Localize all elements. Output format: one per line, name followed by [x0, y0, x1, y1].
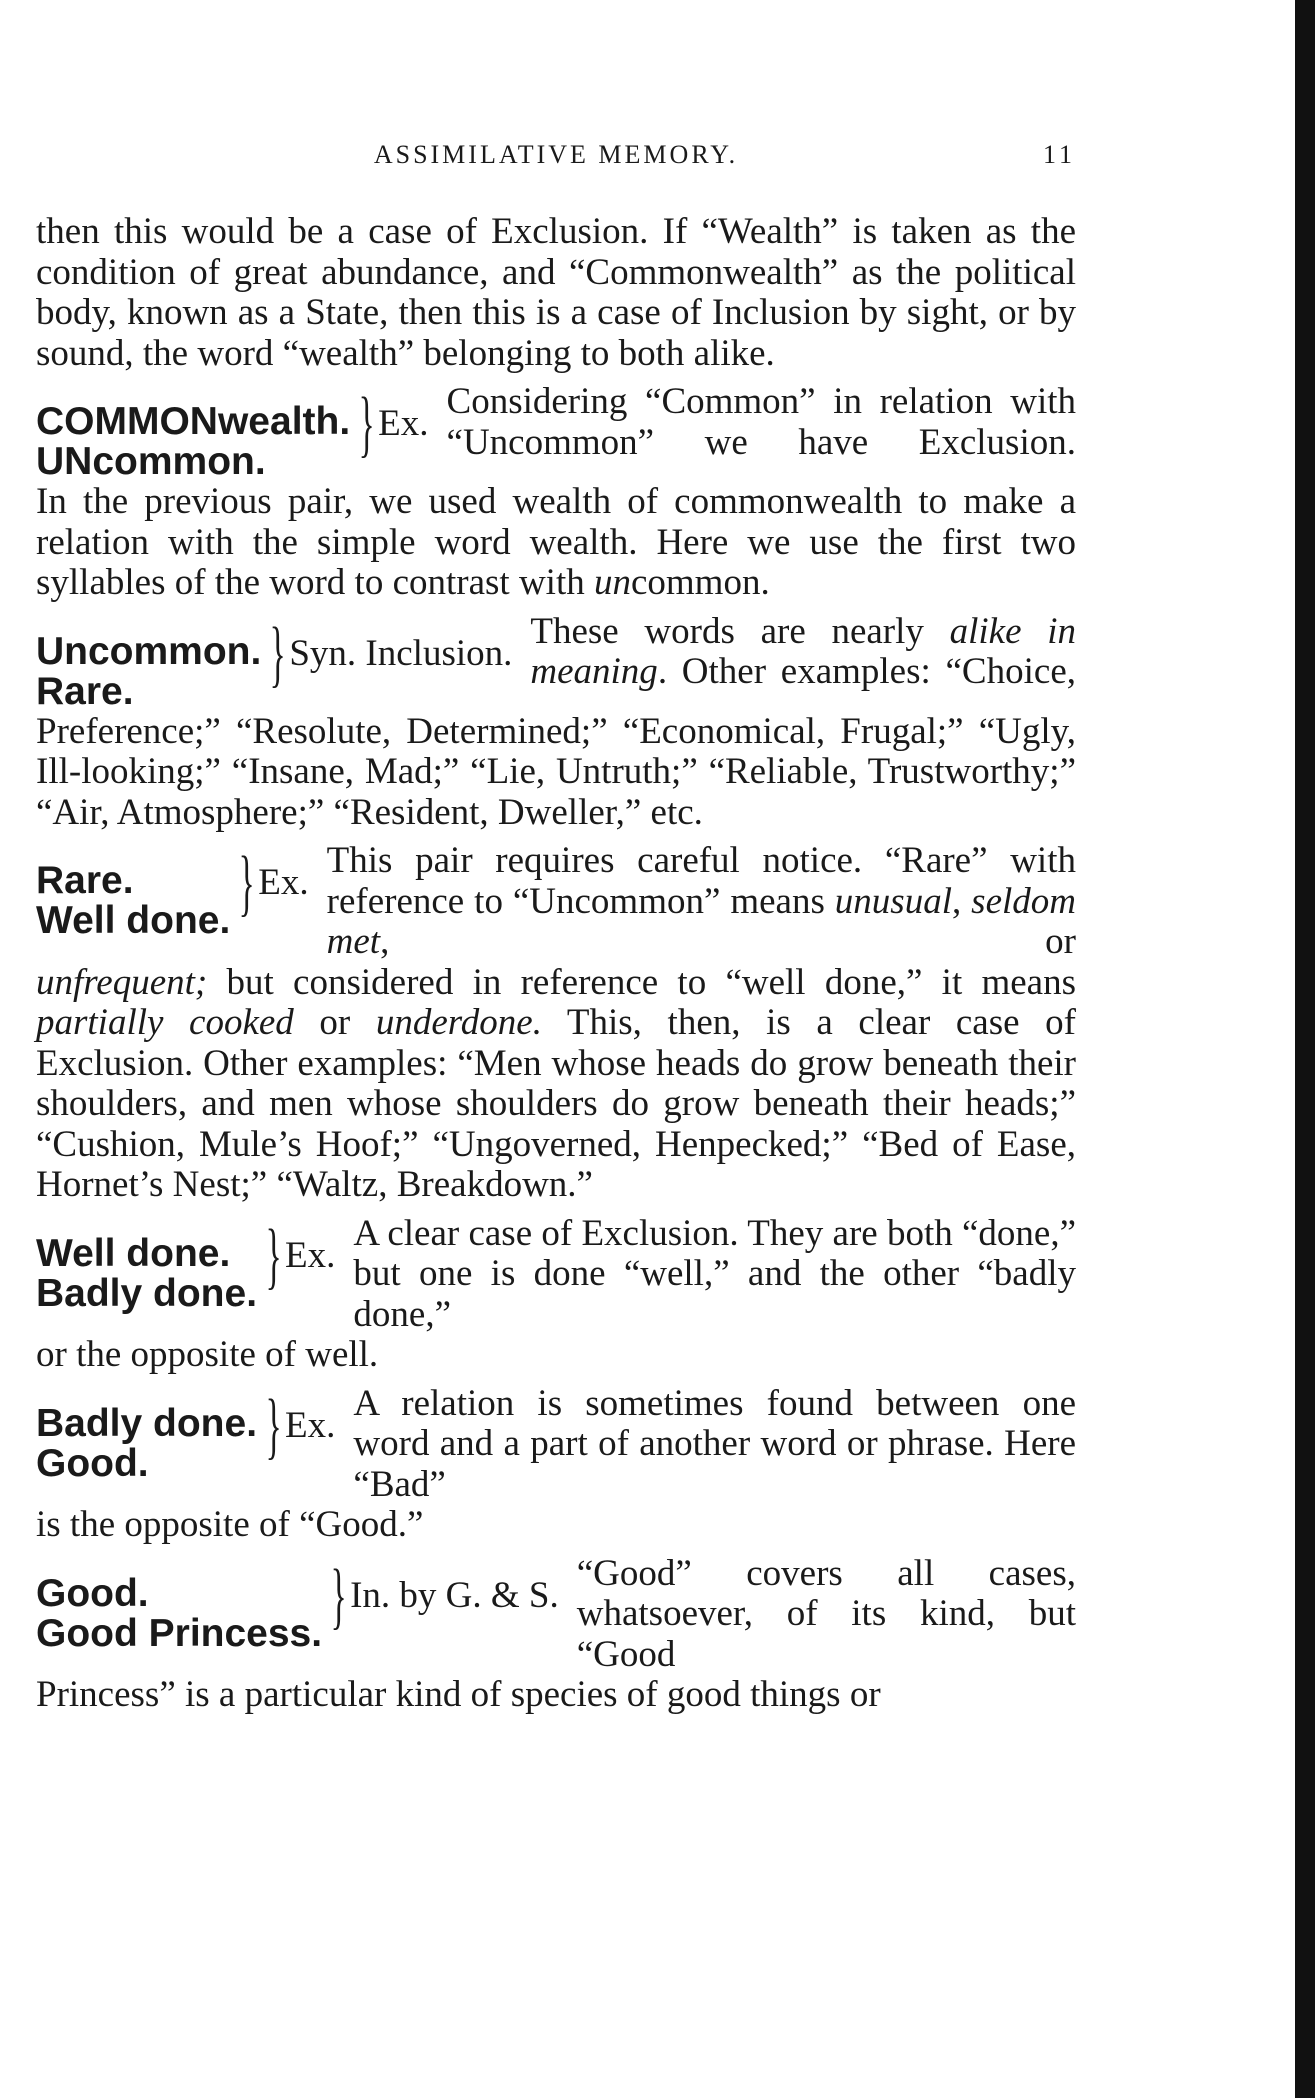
side-note: A relation is sometimes found between one word and a part of another word or phrase. Here “Bad”	[353, 1382, 1076, 1505]
running-header	[36, 140, 1076, 184]
entry-continuation: is the opposite of “Good.”	[36, 1504, 424, 1545]
word-pair	[36, 612, 261, 712]
pair-word-first: Good.	[36, 1571, 149, 1615]
pair-word-second: Well done.	[36, 899, 231, 942]
relation-label: Ex.	[258, 862, 309, 903]
pair-word-second: Good.	[36, 1441, 149, 1485]
entry-continuation	[36, 963, 1076, 1206]
pair-word-second: UNcommon.	[36, 440, 266, 483]
side-note: A clear case of Exclusion. They are both “done,” but one is done “well,” and the other “badly done,”	[353, 1212, 1076, 1335]
page-number: 11	[1042, 140, 1076, 169]
emphasis-text: unusual	[834, 880, 952, 922]
pair-word-second: Good Princess.	[36, 1611, 323, 1655]
side-note-text: , or	[380, 921, 1076, 962]
pair-word-first: COMMONwealth.	[36, 400, 351, 443]
side-note-text: ,	[951, 880, 972, 922]
continuation-text: This, then, is a clear case of Exclusion. Other examples: “Men whose heads do grow beneath their shoulders, and men whose shoulders do grow beneath their heads;” “Cushion, Mule’s Hoof;” “Ungoverned, Henpecked;” “Bed of Ease, Hornet’s Nest;” “Waltz, Breakdown.”	[36, 1002, 1076, 1205]
side-note: Considering “Common” in relation with “Uncommon” we have Exclusion.	[446, 381, 1076, 463]
word-pair-entry	[36, 1214, 1076, 1336]
side-note: “Good” covers all cases, whatsoever, of its kind, but “Good	[576, 1552, 1076, 1675]
relation-label: Ex.	[378, 403, 429, 444]
running-title: ASSIMILATIVE MEMORY.	[373, 140, 739, 169]
brace-icon: }	[265, 1214, 282, 1297]
pair-word-first: Badly done.	[36, 1401, 258, 1445]
pair-word-second: Badly done.	[36, 1271, 258, 1315]
word-pair-entry	[36, 841, 1076, 963]
page-edge-shadow	[1295, 0, 1315, 2098]
word-pair-entry	[36, 382, 1076, 482]
brace-icon: }	[330, 1554, 347, 1637]
continuation-text: but considered in reference to “well done,” it means	[207, 961, 1076, 1003]
pair-word-second: Rare.	[36, 669, 134, 713]
relation-label: Ex.	[285, 1404, 336, 1446]
pair-word-first: Rare.	[36, 859, 134, 902]
intro-paragraph: then this would be a case of Exclusion. If “Wealth” is taken as the condition of great abundance, and “Commonwealth” as the political body, known as a State, then this is a case of Inclusion by sight, or by sound, the word “wealth” belonging to both alike.	[36, 211, 1076, 374]
word-pair	[36, 841, 230, 941]
side-note-text: These words are nearly	[530, 610, 950, 652]
entry-continuation: Preference;” “Resolute, Determined;” “Economical, Frugal;” “Ugly, Ill-looking;” “Insane, Mad;” “Lie, Untruth;” “Reliable, Trustworthy;” “Air, Atmosphere;” “Resident, Dweller,” etc.	[36, 710, 1076, 833]
emphasis-text: underdone.	[375, 1002, 542, 1043]
book-page	[36, 140, 1076, 1716]
emphasis-text: seldom met	[326, 880, 1076, 962]
emphasis-text: partially cooked	[36, 1002, 294, 1043]
word-pair	[36, 1554, 322, 1654]
relation-label: Syn. Inclusion.	[289, 632, 513, 674]
word-pair	[36, 382, 350, 482]
brace-icon: }	[269, 612, 286, 695]
brace-icon: }	[358, 383, 375, 465]
brace-icon: }	[238, 842, 255, 924]
entry-continuation	[36, 482, 1076, 604]
continuation-text: or	[293, 1002, 376, 1043]
continuation-text: common.	[630, 562, 770, 603]
emphasis-text: un	[593, 562, 631, 603]
continuation-text: In the previous pair, we used wealth of commonwealth to make a relation with the simple word wealth. Here we use the first two syllables of the word to contrast with	[36, 481, 1076, 603]
word-pair-entry	[36, 612, 1076, 712]
relation-label: Ex.	[285, 1234, 336, 1276]
relation-label: In. by G. & S.	[350, 1574, 559, 1616]
entry-continuation: or the opposite of well.	[36, 1334, 379, 1375]
side-note-text: This pair requires careful notice. “Rare” with reference to “Uncommon” means	[326, 840, 1076, 922]
emphasis-text: alike in meaning	[530, 610, 1076, 692]
emphasis-text: unfrequent;	[36, 961, 208, 1003]
entry-continuation: Princess” is a particular kind of species of good things or	[36, 1674, 881, 1715]
pair-word-first: Uncommon.	[36, 629, 262, 673]
brace-icon: }	[265, 1384, 282, 1467]
word-pair-entry	[36, 1554, 1076, 1676]
side-note	[530, 612, 1076, 693]
word-pair	[36, 1384, 257, 1484]
side-note	[327, 841, 1076, 963]
side-note-text: . Other examples: “Choice,	[657, 651, 1076, 692]
word-pair-entry	[36, 1384, 1076, 1506]
word-pair	[36, 1214, 257, 1314]
pair-word-first: Well done.	[36, 1231, 231, 1275]
